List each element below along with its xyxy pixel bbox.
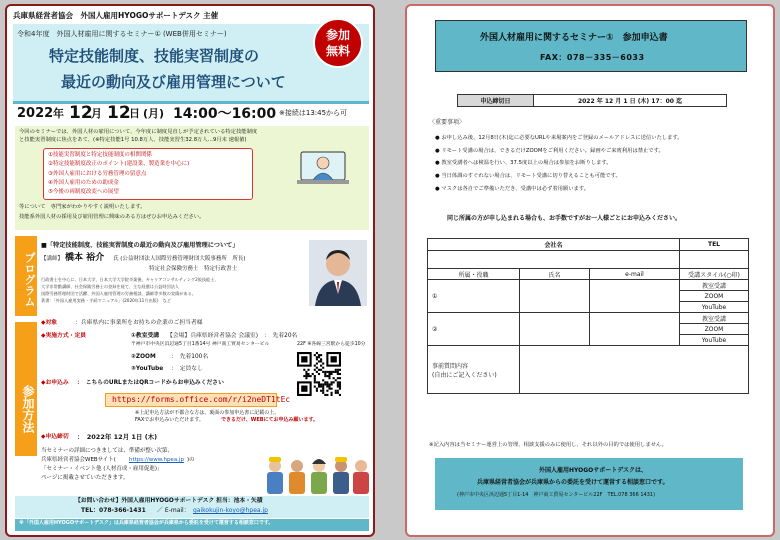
tel-label: TEL [680, 239, 749, 251]
company-input[interactable] [428, 251, 680, 269]
program-topic: ■「特定技能制度、技能実習制度の最近の動向及び雇用管理について」 [41, 242, 239, 249]
intro-line-2: と技能実習制度に焦点をあて、(※特定技能1号 10.8万人、技能実習生32.8万人…9月末 速報値) [19, 137, 247, 143]
deadline-table [457, 94, 727, 107]
speaker-role: 【講師】 [41, 256, 64, 262]
style-label: 受講スタイル(○印) [680, 269, 749, 280]
title-line-1: 特定技能制度、技能実習制度の [49, 47, 260, 65]
row-number: ① [432, 292, 438, 300]
hpea-link[interactable]: https://www.hpea.jp [129, 457, 184, 463]
badge-line-1: 参加 [325, 28, 350, 42]
desk-note-bar [15, 519, 369, 531]
notes-list [435, 132, 765, 196]
date-note: ※接続は13:45から可 [279, 109, 348, 117]
date-year-unit: 年 [53, 107, 64, 120]
applicant-2-dept[interactable] [428, 313, 520, 346]
note-item: ● マスクは各自でご準備いただき、受講中は必ず着用願います。 [435, 185, 589, 192]
contact-title: 【お問い合わせ】外国人雇用HYOGOサポートデスク 担当：池本・矢積 [75, 498, 263, 504]
deadline-text: ： 2022年 12月 1日 (木) [77, 433, 158, 441]
desk-line-2: 兵庫県経営者協会が兵庫県からの委託を受けて運営する相談窓口です。 [477, 479, 669, 486]
topic-item: ①技能実習制度と特定技能制度の相関関係 [48, 152, 152, 158]
question-input[interactable] [520, 346, 749, 394]
desk-note: ※「外国人雇用HYOGOサポートデスク」は兵庫県経営者協会が兵庫県から委託を受けて運営する相談窓口です。 [19, 520, 274, 526]
speaker-bio: 著書：「外国人雇用実務・手続マニュアル」(2020年11月出版) など [41, 298, 172, 303]
date-month: 12 [69, 103, 93, 123]
zoom-option: ②ZOOM [131, 354, 156, 360]
speaker-bio: 大学非常勤講師、社会保険労務士の登録を経て、主な経歴は公益財団法人 [41, 284, 180, 289]
contact-email-label: ／ E-mail： [157, 507, 190, 514]
deadline-value: 2022 年 12 月 1 日 (木) 17：00 迄 [534, 95, 727, 107]
intro-box [15, 126, 369, 230]
date-time: 14:00～16:00 [173, 106, 277, 122]
format-label: ◆実施方式・定員 [41, 333, 87, 339]
form-fax: FAX：078－335－6033 [540, 53, 645, 62]
details-note: 兵庫県経営者協会WEBサイト( [41, 457, 116, 463]
desk-line-1: 外国人雇用HYOGOサポートデスクは、 [539, 467, 648, 474]
venue-address: 〒神戸市中央区浜辺通5丁目1番14号 神戸商工貿易センタービル [131, 342, 270, 347]
style-option-zoom[interactable]: ZOOM [680, 324, 749, 335]
note-item: ● お申し込み後、12月8日(木)迄に必要なURLや来場案内をご登録のメールアドレスに送信いたします。 [435, 135, 683, 141]
program-label-text: プログラム [23, 251, 36, 307]
intro-topics [43, 148, 253, 200]
web-preferred-note: できるだけ、WEBにてお申込み願います。 [221, 417, 319, 423]
zoom-capacity: ： 先着100名 [171, 354, 209, 360]
date-day-unit: 日 [129, 107, 140, 120]
row-number: ② [432, 325, 438, 333]
application-form-page [405, 4, 775, 537]
note-item: ● 当日体調のすぐれない場合は、リモート受講に切り替えることも可能です。 [435, 173, 621, 180]
apply-text: ： こちらのURLまたはQRコードからお申込みください [77, 380, 224, 386]
topic-item: ②特定技能制度改正のポイント(建設業、製造業を中心に) [48, 161, 190, 168]
dept-label: 所属・役職 [428, 269, 520, 280]
privacy-note: ※記入内容は当セミナー運営上の管理、相談支援のみに使用し、それ以外の目的では使用しません。 [429, 442, 667, 448]
applicant-1-email[interactable] [590, 280, 680, 313]
venue-detail: 【会場】兵庫県経営者協会 会議室) ： 先着20名 [167, 333, 298, 339]
seminar-flyer-page [5, 4, 375, 537]
notes-title: 〈重要事項〉 [429, 119, 466, 126]
applicant-2-name[interactable] [520, 313, 590, 346]
speaker-photo [309, 240, 367, 306]
fax-note: FAXでお申込みいただけます。 [135, 417, 204, 423]
details-note: 当セミナーの詳細につきましては、準備が整い次第、 [41, 448, 173, 454]
contact-email[interactable]: gaikokujin-koyo@hpea.jp [193, 507, 268, 514]
qr-code[interactable] [297, 352, 341, 396]
speaker-affiliation: 氏 (公益財団法人国際労務管理財団大阪事務所 所長) [113, 256, 246, 262]
speaker-bio: 行政書士を中心に、日本大学、日本大学大学院卒業後、キャリアコンサルティング2級技能士、 [41, 277, 219, 282]
desk-info-box [435, 458, 743, 510]
intro-line-4: 技能系外国人材の採用及び雇用管理に興味のある方はぜひお申込みください。 [19, 214, 205, 220]
applicant-1-dept[interactable] [428, 280, 520, 313]
program-side-label [15, 236, 37, 316]
form-header [435, 20, 747, 72]
contact-footer [15, 496, 369, 518]
intro-line-1: 今回のセミナーでは、外国人材の雇用について、今年度に制度見直しが予定されている特定技能制度 [19, 129, 258, 135]
date-day: 12 [107, 103, 131, 123]
details-note: ページに掲載させていただきます。 [41, 475, 129, 481]
venue-address: 22F ※各線三宮駅から徒歩10分 [297, 342, 366, 347]
organizers-line: 兵庫県経営者協会 外国人雇用HYOGOサポートデスク 主催 [13, 11, 219, 20]
details-note: 「セミナー・イベント他 (人材育成・雇用促進)」 [41, 466, 163, 472]
email-label: e-mail [590, 269, 680, 280]
contact-tel: TEL：078-366-1431 [81, 507, 146, 514]
deadline-label: ◆申込締切 [41, 434, 69, 440]
question-label: 事前質問内容 (自由にご記入ください) [428, 346, 520, 394]
free-badge [313, 18, 363, 68]
target-label: ◆対象 [41, 320, 58, 326]
deadline-label: 申込締切日 [458, 95, 534, 107]
same-company-note: 同じ所属の方が申し込まれる場合も、お手数ですがお一人様ごとにお申込みください。 [447, 215, 682, 222]
apply-label: ◆お申込み [41, 380, 69, 386]
date-row [15, 105, 371, 125]
title-line-2: 最近の動向及び雇用管理について [61, 73, 286, 91]
applicant-1-name[interactable] [520, 280, 590, 313]
topic-item: ③外国人雇用における労務管理の留意点 [48, 170, 147, 177]
form-title: 外国人材雇用に関するセミナー① 参加申込書 [480, 33, 668, 43]
topic-item: ⑤今後の両制度改変への展望 [48, 189, 119, 196]
applicant-2-email[interactable] [590, 313, 680, 346]
topic-item: ④外国人雇用のための助成金 [48, 180, 119, 187]
fax-note: ※上記申込方法が不都合な方は、裏面の参加申込書に記載の上、 [135, 410, 280, 416]
intro-line-3: 等について 専門家がわかりやすく説明いたします。 [19, 204, 146, 210]
application-table [427, 238, 749, 394]
note-item: ● リモート受講の場合は、できるだけZOOMをご利用ください。録画やご来賓利用は禁止です。 [435, 147, 664, 154]
method-side-label [15, 322, 37, 456]
online-meeting-illustration [297, 150, 349, 190]
url-text[interactable]: https://forms.office.com/r/i2neDT1tEc [112, 395, 291, 404]
youtube-option: ③YouTube [131, 366, 164, 372]
style-option-youtube[interactable]: YouTube [680, 302, 749, 313]
workers-illustration [263, 454, 371, 494]
company-label: 会社名 [428, 239, 680, 251]
application-url[interactable] [105, 393, 291, 407]
desk-line-3: (神戸市中央区浜辺通5丁目1-14 神戸商工貿易センタービル22F TEL.078 366 1431) [457, 492, 656, 498]
note-item: ● 教室受講者へは検温を行い、37.5度以上の場合は参加をお断りします。 [435, 160, 612, 167]
series-line: 令和4年度 外国人材雇用に関するセミナー① (WEB併用セミナー) [17, 30, 227, 38]
target-text: ：兵庫県内に事業所をお持ちの企業のご担当者様 [75, 320, 203, 326]
method-label-text: 参加方法 [21, 385, 35, 433]
name-label: 氏名 [520, 269, 590, 280]
speaker-title: 特定社会保険労務士 特定行政書士 [149, 266, 238, 272]
date-weekday: (月) [143, 107, 165, 120]
date-month-unit: 月 [91, 107, 102, 120]
style-option-zoom[interactable]: ZOOM [680, 291, 749, 302]
style-option-youtube[interactable]: YouTube [680, 335, 749, 346]
youtube-capacity: ： 定員なし [171, 366, 203, 372]
tel-input[interactable] [680, 251, 749, 269]
badge-line-2: 無料 [325, 43, 350, 58]
style-option-classroom[interactable]: 教室受講 [680, 313, 749, 324]
speaker-bio: 国際労務管理財団で活躍、外国人雇用管理の労務相談、講師等多数の実績がある。 [41, 291, 196, 296]
date-year: 2022 [17, 106, 54, 121]
speaker-name: 橋本 裕介 [65, 253, 105, 263]
style-option-classroom[interactable]: 教室受講 [680, 280, 749, 291]
details-note: )の [187, 457, 195, 463]
venue-option: ①教室受講 [131, 333, 160, 339]
